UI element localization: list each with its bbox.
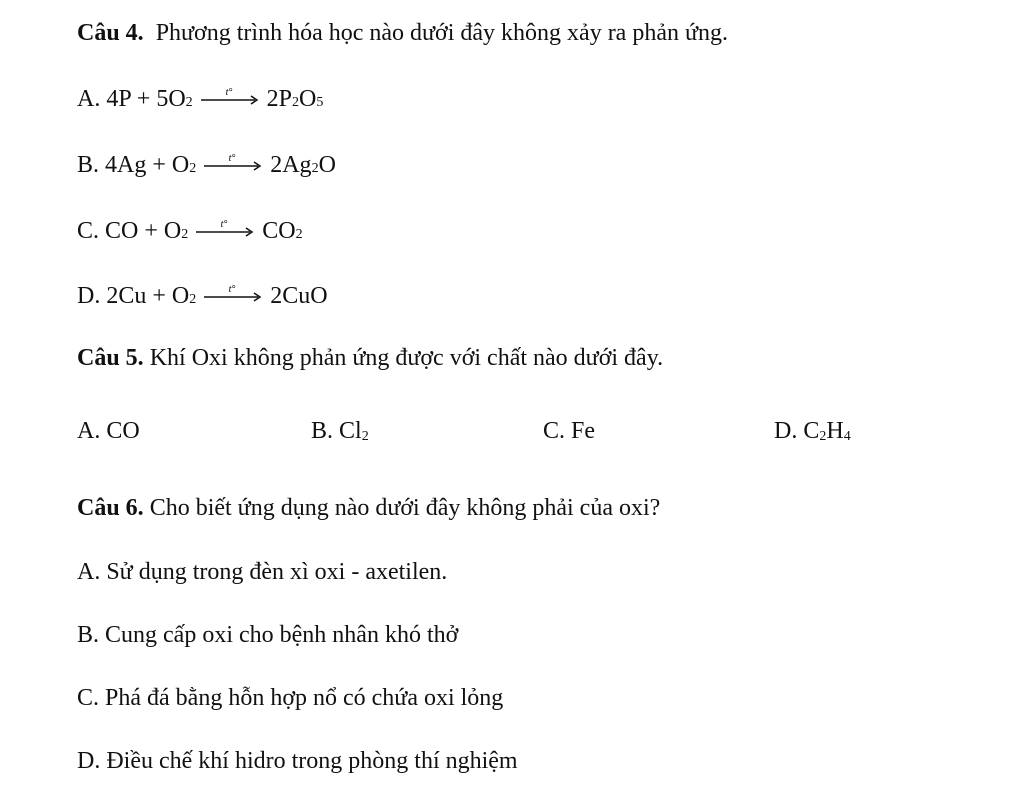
- option-letter: A.: [77, 418, 101, 444]
- q5-option-d[interactable]: [774, 418, 851, 445]
- q4-option-a[interactable]: A. 4P + 5O 2 t° 2P 2 O 5: [77, 86, 324, 112]
- option-letter: C.: [543, 418, 566, 444]
- reaction-arrow-icon: [199, 86, 261, 106]
- q5-option-c[interactable]: [543, 418, 595, 445]
- option-letter: D.: [77, 283, 101, 309]
- reaction-arrow-icon: [194, 218, 256, 238]
- svg-text:t°: t°: [228, 284, 236, 295]
- equation-lhs: CO + O: [105, 218, 182, 244]
- option-letter: D.: [774, 418, 798, 444]
- question-6-text: Cho biết ứng dụng nào dưới đây không phải của oxi?: [149, 495, 661, 521]
- question-6-number: Câu 6.: [77, 495, 144, 521]
- reaction-arrow-icon: [202, 283, 264, 303]
- equation-lhs: 4P + 5O: [106, 86, 186, 112]
- q6-option-b[interactable]: B. Cung cấp oxi cho bệnh nhân khó thở: [77, 622, 459, 648]
- svg-text:t°: t°: [225, 87, 233, 98]
- svg-text:t°: t°: [228, 153, 236, 164]
- option-value: C: [803, 418, 820, 444]
- q5-options: [77, 418, 977, 448]
- equation-rhs: CO: [262, 218, 296, 244]
- q5-option-b[interactable]: [311, 418, 369, 445]
- q6-option-c[interactable]: C. Phá đá bằng hỗn hợp nổ có chứa oxi lỏng: [77, 685, 504, 711]
- equation-rhs: O: [299, 86, 317, 112]
- question-6-title: [77, 493, 660, 523]
- q6-option-a[interactable]: A. Sử dụng trong đèn xì oxi - axetilen.: [77, 559, 448, 585]
- option-letter: B.: [311, 418, 334, 444]
- q4-option-b[interactable]: B. 4Ag + O 2 t° 2Ag 2 O: [77, 152, 336, 178]
- question-5-number: Câu 5.: [77, 345, 144, 371]
- subscript: 4: [843, 429, 851, 444]
- question-5-text: Khí Oxi không phản ứng được với chất nào dưới đây.: [149, 345, 664, 371]
- question-4-text: Phương trình hóa học nào dưới đây không xảy ra phản ứng.: [155, 20, 728, 46]
- q6-option-d[interactable]: D. Điều chế khí hidro trong phòng thí nghiệm: [77, 748, 518, 774]
- q4-option-c[interactable]: C. CO + O 2 t° CO 2: [77, 218, 303, 244]
- question-4-title: [77, 18, 728, 48]
- question-5-title: [77, 343, 663, 373]
- equation-rhs: 2CuO: [270, 283, 328, 309]
- option-letter: A.: [77, 86, 101, 112]
- reaction-arrow-icon: [202, 152, 264, 172]
- option-letter: C.: [77, 218, 100, 244]
- equation-rhs: 2Ag: [270, 152, 312, 178]
- equation-rhs: 2P: [266, 86, 293, 112]
- svg-text:t°: t°: [220, 219, 228, 230]
- subscript: 2: [361, 429, 369, 444]
- equation-lhs: 4Ag + O: [105, 152, 190, 178]
- equation-rhs: O: [318, 152, 336, 178]
- option-value: Fe: [571, 418, 596, 444]
- option-letter: B.: [77, 152, 100, 178]
- option-value: H: [826, 418, 844, 444]
- equation-lhs: 2Cu + O: [106, 283, 190, 309]
- subscript: 2: [819, 429, 827, 444]
- q5-option-a[interactable]: [77, 418, 140, 445]
- option-value: Cl: [339, 418, 362, 444]
- option-value: CO: [106, 418, 140, 444]
- question-4-number: Câu 4.: [77, 20, 144, 46]
- q4-option-d[interactable]: D. 2Cu + O 2 t° 2CuO: [77, 283, 328, 309]
